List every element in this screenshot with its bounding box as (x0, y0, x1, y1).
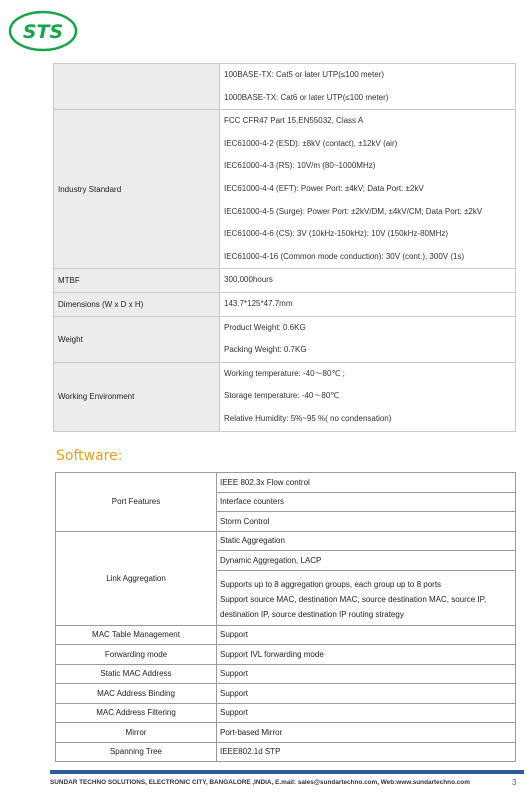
software-feature-value: Support (217, 664, 516, 684)
software-row (56, 664, 516, 684)
spec-value-line: 1000BASE-TX: Cat6 or later UTP(≤100 meter) (224, 92, 389, 102)
software-feature-value: Storm Control (217, 512, 516, 532)
software-feature-value: IEEE802.1d STP (217, 742, 516, 762)
spec-key: Working Environment (54, 362, 220, 431)
software-feature-value: Dynamic Aggregation, LACP (217, 551, 516, 571)
software-row (56, 625, 516, 645)
software-feature-name: Link Aggregation (56, 531, 217, 625)
hardware-spec-table (53, 63, 516, 432)
software-feature-value: Interface counters (217, 492, 516, 512)
spec-value-line: IEC61000-4-2 (ESD): ±8kV (contact), ±12kV (air) (224, 138, 398, 148)
software-row (56, 742, 516, 762)
software-feature-value-line: destination IP, source destination IP routing strategy (220, 609, 404, 619)
spec-key (54, 64, 220, 110)
software-feature-name: MAC Table Management (56, 625, 217, 645)
software-feature-name: MAC Address Filtering (56, 703, 217, 723)
spec-key: Dimensions (W x D x H) (54, 292, 220, 316)
spec-value (220, 269, 516, 293)
spec-row (54, 110, 516, 269)
footer-text: SUNDAR TECHNO SOLUTIONS, ELECTRONIC CITY, BANGALORE ,INDIA, E.mail: sales@sundartechno.com, Web:www.sundartechno.com (50, 779, 470, 786)
spec-row (54, 316, 516, 362)
software-section-title: Software: (56, 448, 123, 464)
spec-row (54, 362, 516, 431)
spec-value (220, 362, 516, 431)
spec-value (220, 110, 516, 269)
logo-ellipse-icon (8, 10, 78, 52)
software-feature-value (217, 570, 516, 625)
software-row (56, 473, 516, 493)
software-feature-name: Mirror (56, 723, 217, 743)
spec-value-line: IEC61000-4-16 (Common mode conduction): 30V (cont.), 300V (1s) (224, 251, 465, 261)
spec-value (220, 316, 516, 362)
spec-row (54, 64, 516, 110)
spec-value (220, 64, 516, 110)
spec-value-line: Storage temperature: -40～80℃ (224, 391, 340, 401)
spec-key: Weight (54, 316, 220, 362)
spec-row (54, 292, 516, 316)
software-row (56, 684, 516, 704)
spec-row (54, 269, 516, 293)
software-feature-value-line: Support source MAC, destination MAC, source destination MAC, source IP, (220, 594, 487, 604)
spec-value-line: Relative Humidity: 5%~95 %( no condensation) (224, 413, 392, 423)
spec-value-line: IEC61000-4-5 (Surge): Power Port: ±2kV/DM, ±4kV/CM; Data Port: ±2kV (224, 206, 483, 216)
spec-value-line: IEC61000-4-4 (EFT): Power Port: ±4kV; Data Port: ±2kV (224, 183, 424, 193)
spec-value (220, 292, 516, 316)
software-feature-value: Support (217, 625, 516, 645)
spec-value-line: Working temperature: -40～80℃ ; (224, 368, 345, 378)
spec-key: Industry Standard (54, 110, 220, 269)
software-row (56, 531, 516, 551)
software-row (56, 723, 516, 743)
page-number: 3 (512, 778, 517, 787)
spec-value-line: IEC61000-4-3 (RS): 10V/m (80~1000MHz) (224, 161, 376, 171)
software-feature-name: Spanning Tree (56, 742, 217, 762)
software-feature-value: Port-based Mirror (217, 723, 516, 743)
software-feature-name: Static MAC Address (56, 664, 217, 684)
software-feature-value: IEEE 802.3x Flow control (217, 473, 516, 493)
software-feature-name: Port Features (56, 473, 217, 532)
spec-key: MTBF (54, 269, 220, 293)
spec-value-line: 300,000hours (224, 275, 273, 285)
software-feature-value-line: Supports up to 8 aggregation groups, each group up to 8 ports (220, 579, 442, 589)
footer-bar (50, 770, 524, 774)
logo-text: STS (22, 21, 64, 43)
software-spec-table (55, 472, 516, 762)
software-row (56, 645, 516, 665)
software-feature-value: Support (217, 703, 516, 723)
spec-value-line: 143.7*125*47.7mm (224, 298, 293, 308)
spec-value-line: IEC61000-4-6 (CS): 3V (10kHz-150kHz); 10V (150kHz-80MHz) (224, 229, 449, 239)
company-logo (8, 10, 78, 52)
software-feature-value: Static Aggregation (217, 531, 516, 551)
software-row (56, 703, 516, 723)
software-feature-value: Support IVL forwarding mode (217, 645, 516, 665)
spec-value-line: Packing Weight: 0.7KG (224, 345, 307, 355)
spec-value-line: FCC CFR47 Part 15,EN55032, Class A (224, 116, 364, 126)
spec-value-line: 100BASE-TX: Cat5 or later UTP(≤100 meter) (224, 70, 385, 79)
software-feature-name: MAC Address Binding (56, 684, 217, 704)
spec-value-line: Product Weight: 0.6KG (224, 322, 306, 332)
software-feature-name: Forwarding mode (56, 645, 217, 665)
software-feature-value: Support (217, 684, 516, 704)
